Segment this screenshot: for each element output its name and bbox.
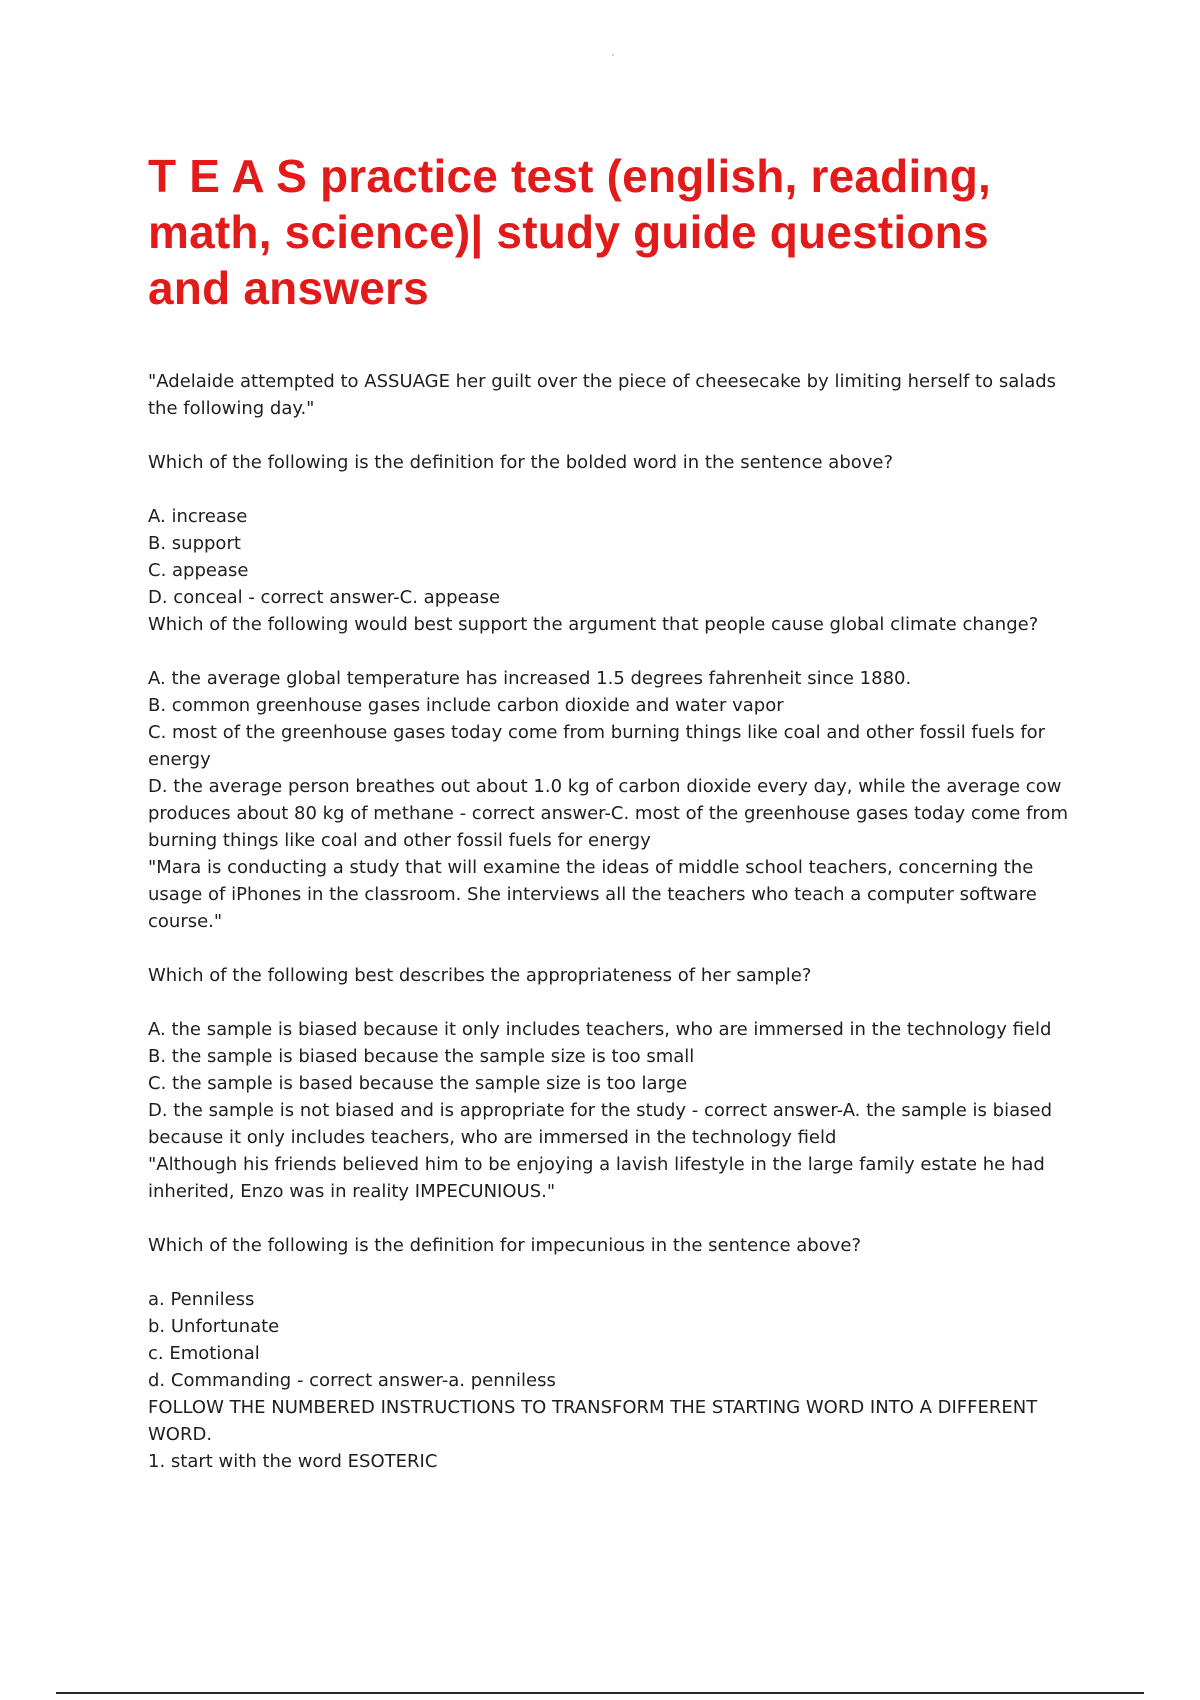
question-3-prompt: "Mara is conducting a study that will examine the ideas of middle school teachers, concerning the usage of iPhones in the classroom. She interviews all the teachers who teach a computer software course." xyxy=(148,857,1037,932)
question-4-option-b: b. Unfortunate xyxy=(148,1316,280,1337)
question-4-option-a: a. Penniless xyxy=(148,1289,255,1310)
document-title: T E A S practice test (english, reading, math, science)| study guide questions and answers xyxy=(148,150,992,314)
question-4-prompt: "Although his friends believed him to be enjoying a lavish lifestyle in the large family estate he had inherited, Enzo was in reality IMPECUNIOUS." xyxy=(148,1154,1045,1202)
question-5-step-1: 1. start with the word ESOTERIC xyxy=(148,1451,438,1472)
question-2-option-c: C. most of the greenhouse gases today come from burning things like coal and other fossil fuels for energy xyxy=(148,722,1046,770)
question-3-option-c: C. the sample is based because the sample size is too large xyxy=(148,1073,688,1094)
question-1-prompt: "Adelaide attempted to ASSUAGE her guilt over the piece of cheesecake by limiting herself to salads the following day." xyxy=(148,371,1057,419)
document-body xyxy=(148,368,1088,1475)
question-4-option-d: d. Commanding - correct answer-a. penniless xyxy=(148,1370,556,1391)
question-3-option-b: B. the sample is biased because the sample size is too small xyxy=(148,1046,695,1067)
question-2-option-b: B. common greenhouse gases include carbon dioxide and water vapor xyxy=(148,695,784,716)
question-1-text: Which of the following is the definition for the bolded word in the sentence above? xyxy=(148,452,894,473)
question-1-option-b: B. support xyxy=(148,533,241,554)
question-3-option-d: D. the sample is not biased and is appropriate for the study - correct answer-A. the sample is biased because it only includes teachers, who are immersed in the technology field xyxy=(148,1100,1052,1148)
scan-artifact-dot xyxy=(612,54,614,56)
question-2-option-d: D. the average person breathes out about 1.0 kg of carbon dioxide every day, while the average cow produces about 80 kg of methane - correct answer-C. most of the greenhouse gases today come from burning things like coal and other fossil fuels for energy xyxy=(148,776,1068,851)
question-2-text: Which of the following would best support the argument that people cause global climate change? xyxy=(148,614,1039,635)
question-1-option-d: D. conceal - correct answer-C. appease xyxy=(148,587,501,608)
question-1-option-a: A. increase xyxy=(148,506,248,527)
question-2-option-a: A. the average global temperature has increased 1.5 degrees fahrenheit since 1880. xyxy=(148,668,912,689)
question-5-text: FOLLOW THE NUMBERED INSTRUCTIONS TO TRANSFORM THE STARTING WORD INTO A DIFFERENT WORD. xyxy=(148,1397,1038,1445)
question-4-option-c: c. Emotional xyxy=(148,1343,260,1364)
question-4-text: Which of the following is the definition for impecunious in the sentence above? xyxy=(148,1235,861,1256)
question-1-option-c: C. appease xyxy=(148,560,249,581)
question-3-text: Which of the following best describes the appropriateness of her sample? xyxy=(148,965,812,986)
question-3-option-a: A. the sample is biased because it only includes teachers, who are immersed in the technology field xyxy=(148,1019,1052,1040)
page-footer-rule xyxy=(56,1692,1144,1694)
